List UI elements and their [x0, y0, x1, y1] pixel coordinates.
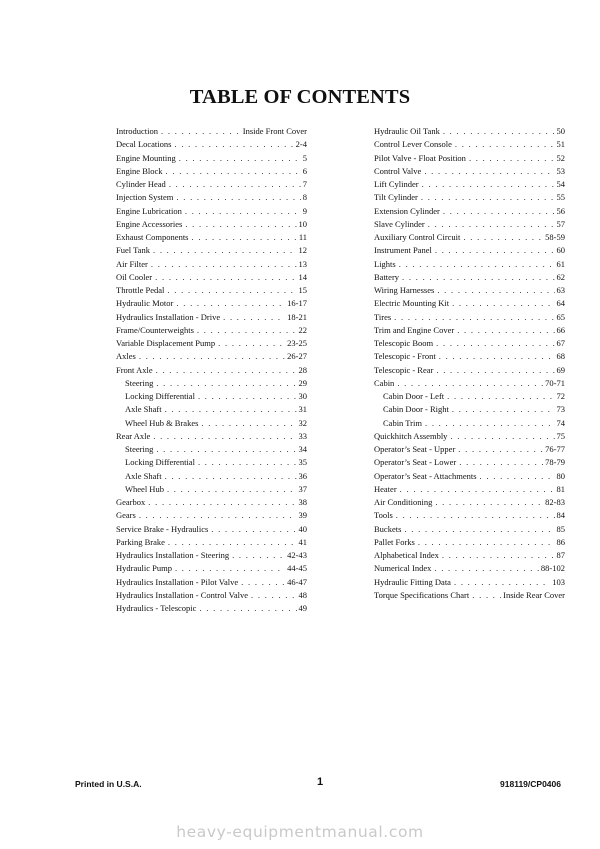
toc-dot-leader	[459, 456, 543, 469]
toc-entry-label: Engine Block	[116, 165, 163, 176]
toc-entry-page: 72	[556, 391, 565, 401]
toc-entry-page: 18-21	[287, 311, 307, 322]
toc-entry-label: Control Lever Console	[374, 139, 452, 150]
toc-entry	[116, 311, 307, 324]
toc-entry	[116, 536, 307, 549]
toc-dot-leader	[480, 470, 555, 483]
toc-entry	[374, 218, 565, 231]
toc-entry	[116, 390, 307, 403]
toc-dot-leader	[176, 297, 285, 310]
toc-dot-leader	[418, 536, 555, 549]
toc-entry-label: Locking Differential	[125, 391, 195, 401]
toc-entry-label: Operator’s Seat - Lower	[374, 457, 457, 468]
toc-entry-page: 37	[298, 483, 307, 494]
toc-entry-label: Battery	[374, 271, 400, 282]
toc-entry-page: 46-47	[287, 576, 307, 587]
toc-entry-label: Locking Differential	[125, 457, 195, 468]
toc-entry-label: Throttle Pedal	[116, 285, 165, 295]
toc-entry-label: Engine Mounting	[116, 152, 176, 163]
toc-dot-leader	[472, 589, 501, 602]
toc-entry-label: Hydraulics Installation - Control Valve	[116, 589, 249, 600]
toc-entry	[374, 417, 565, 430]
toc-entry-page: 84	[556, 510, 565, 521]
toc-entry	[374, 152, 565, 165]
toc-entry-page: 69	[556, 364, 565, 375]
toc-dot-leader	[397, 377, 543, 390]
toc-entry-page: 28	[298, 364, 307, 375]
toc-entry-page: 38	[298, 497, 307, 507]
toc-entry-page: 7	[302, 179, 307, 189]
toc-dot-leader	[198, 390, 297, 403]
toc-entry-page: 64	[556, 298, 565, 309]
toc-entry	[374, 470, 565, 483]
toc-entry-label: Torque Specifications Chart	[374, 589, 470, 600]
toc-dot-leader	[175, 562, 285, 575]
toc-entry-page: 68	[556, 351, 565, 362]
toc-dot-leader	[447, 390, 554, 403]
toc-entry-label: Decal Locations	[116, 139, 172, 150]
toc-entry-page: 5	[302, 152, 307, 163]
toc-entry	[374, 377, 565, 390]
toc-entry-label: Trim and Engine Cover	[374, 324, 455, 335]
toc-dot-leader	[443, 205, 555, 218]
toc-entry-page: 9	[302, 205, 307, 216]
toc-entry	[116, 549, 307, 562]
toc-entry-page: 35	[298, 457, 307, 468]
toc-entry-page: Inside Rear Cover	[503, 589, 565, 600]
toc-entry-label: Cabin	[374, 377, 395, 388]
toc-dot-leader	[400, 483, 555, 496]
toc-entry-page: 82-83	[545, 497, 565, 507]
toc-dot-leader	[191, 231, 296, 244]
toc-entry-page: 16-17	[287, 298, 307, 309]
toc-entry	[374, 509, 565, 522]
toc-dot-leader	[139, 350, 285, 363]
toc-entry-page: 54	[556, 179, 565, 189]
toc-dot-leader	[435, 244, 555, 257]
toc-entry	[116, 496, 307, 509]
toc-dot-leader	[421, 191, 555, 204]
toc-entry-label: Steering	[125, 377, 154, 388]
toc-entry	[374, 284, 565, 297]
toc-entry	[374, 231, 565, 244]
toc-entry-label: Exhaust Components	[116, 232, 189, 242]
toc-entry	[116, 523, 307, 536]
toc-entry-page: Inside Front Cover	[242, 126, 307, 136]
toc-entry	[374, 205, 565, 218]
toc-entry	[116, 443, 307, 456]
toc-entry	[116, 456, 307, 469]
toc-entry	[374, 178, 565, 191]
toc-entry-label: Operator’s Seat - Upper	[374, 444, 456, 454]
toc-entry	[374, 311, 565, 324]
toc-entry-page: 55	[556, 192, 565, 203]
toc-dot-leader	[218, 337, 285, 350]
toc-dot-leader	[176, 191, 300, 204]
toc-entry-label: Operator’s Seat - Attachments	[374, 470, 477, 481]
toc-entry	[374, 350, 565, 363]
toc-entry-page: 22	[298, 324, 307, 335]
toc-dot-leader	[153, 430, 296, 443]
toc-entry-label: Telescopic Boom	[374, 338, 434, 348]
toc-entry	[374, 496, 565, 509]
toc-dot-leader	[223, 311, 285, 324]
toc-entry-label: Front Axle	[116, 364, 153, 375]
toc-entry-page: 53	[556, 165, 565, 176]
toc-entry	[374, 549, 565, 562]
toc-entry	[374, 523, 565, 536]
toc-entry	[116, 377, 307, 390]
toc-dot-leader	[241, 576, 285, 589]
toc-entry-page: 88-102	[540, 563, 565, 574]
toc-entry-label: Lights	[374, 258, 396, 269]
toc-entry-page: 51	[556, 139, 565, 150]
toc-entry-page: 62	[556, 271, 565, 282]
toc-entry-page: 103	[552, 576, 565, 587]
toc-entry	[374, 443, 565, 456]
toc-entry-page: 23-25	[287, 338, 307, 348]
footer-page-number: 1	[316, 776, 324, 788]
toc-entry	[116, 350, 307, 363]
toc-dot-leader	[155, 271, 296, 284]
toc-entry	[374, 337, 565, 350]
toc-entry-label: Hydraulic Pump	[116, 563, 172, 574]
toc-entry	[374, 297, 565, 310]
toc-entry-page: 73	[556, 404, 565, 415]
toc-entry-page: 41	[298, 536, 307, 547]
toc-entry	[374, 536, 565, 549]
toc-entry-page: 70-71	[545, 377, 565, 388]
toc-entry-page: 11	[298, 232, 307, 242]
toc-entry	[116, 218, 307, 231]
toc-entry-label: Cabin Door - Right	[383, 404, 449, 415]
toc-entry-page: 40	[298, 523, 307, 534]
toc-dot-leader	[198, 456, 297, 469]
toc-dot-leader	[167, 284, 296, 297]
toc-dot-leader	[425, 417, 555, 430]
toc-dot-leader	[185, 205, 301, 218]
toc-dot-leader	[439, 350, 555, 363]
toc-dot-leader	[185, 218, 296, 231]
toc-entry-page: 26-27	[287, 351, 307, 362]
toc-dot-leader	[436, 364, 554, 377]
toc-entry-label: Steering	[125, 444, 154, 454]
toc-entry-label: Axles	[116, 351, 136, 362]
toc-entry	[374, 244, 565, 257]
toc-dot-leader	[148, 496, 296, 509]
toc-entry	[374, 258, 565, 271]
toc-dot-leader	[197, 324, 297, 337]
toc-entry-label: Tools	[374, 510, 393, 521]
toc-entry	[374, 324, 565, 337]
toc-entry-label: Hydraulic Fitting Data	[374, 576, 451, 587]
toc-entry	[116, 138, 307, 151]
toc-dot-leader	[454, 576, 550, 589]
toc-entry-label: Buckets	[374, 523, 402, 534]
toc-entry	[116, 284, 307, 297]
toc-entry	[116, 364, 307, 377]
toc-dot-leader	[153, 244, 297, 257]
toc-entry-page: 10	[298, 218, 307, 229]
toc-dot-leader	[165, 403, 297, 416]
toc-dot-leader	[168, 536, 297, 549]
toc-entry	[374, 576, 565, 589]
toc-entry-label: Alphabetical Index	[374, 550, 439, 560]
toc-entry	[374, 271, 565, 284]
toc-entry-page: 33	[298, 430, 307, 441]
toc-entry-page: 57	[556, 218, 565, 229]
toc-entry-page: 30	[298, 391, 307, 401]
toc-entry-label: Frame/Counterweights	[116, 324, 194, 335]
toc-entry-label: Hydraulics Installation - Pilot Valve	[116, 576, 239, 587]
toc-entry-page: 67	[556, 338, 565, 348]
toc-entry	[374, 430, 565, 443]
toc-entry-page: 75	[556, 430, 565, 441]
toc-entry-page: 39	[298, 510, 307, 521]
toc-entry	[116, 589, 307, 602]
toc-entry-label: Pallet Forks	[374, 536, 415, 547]
toc-entry	[374, 589, 565, 602]
toc-entry	[116, 602, 307, 615]
toc-entry	[374, 562, 565, 575]
toc-entry-label: Parking Brake	[116, 536, 165, 547]
toc-entry	[116, 562, 307, 575]
toc-entry-page: 29	[298, 377, 307, 388]
toc-dot-leader	[435, 496, 543, 509]
toc-entry-label: Telescopic - Rear	[374, 364, 434, 375]
toc-dot-leader	[436, 337, 554, 350]
toc-dot-leader	[167, 483, 297, 496]
toc-dot-leader	[424, 165, 554, 178]
toc-entry-page: 34	[298, 444, 307, 454]
toc-entry-label: Gearbox	[116, 497, 146, 507]
toc-entry-page: 15	[298, 285, 307, 295]
toc-dot-leader	[169, 178, 301, 191]
toc-entry-page: 14	[298, 271, 307, 282]
toc-entry-label: Tires	[374, 311, 392, 322]
toc-entry-page: 44-45	[287, 563, 307, 574]
watermark: heavy-equipmentmanual.com	[176, 823, 424, 841]
toc-entry-page: 86	[556, 536, 565, 547]
toc-dot-leader	[455, 138, 555, 151]
toc-entry	[116, 191, 307, 204]
toc-entry-page: 32	[298, 417, 307, 428]
toc-entry	[116, 297, 307, 310]
toc-right-column	[374, 125, 565, 602]
toc-dot-leader	[396, 509, 555, 522]
toc-entry-label: Electric Mounting Kit	[374, 298, 450, 309]
toc-entry-page: 48	[298, 589, 307, 600]
toc-dot-leader	[251, 589, 296, 602]
toc-entry-label: Axle Shaft	[125, 404, 162, 415]
toc-dot-leader	[161, 125, 241, 138]
toc-dot-leader	[174, 138, 293, 151]
toc-entry-label: Telescopic - Front	[374, 351, 436, 362]
toc-entry-label: Pilot Valve - Float Position	[374, 152, 466, 163]
toc-dot-leader	[156, 364, 297, 377]
toc-dot-leader	[469, 152, 555, 165]
toc-entry-page: 6	[302, 165, 307, 176]
toc-entry	[374, 165, 565, 178]
toc-entry	[116, 165, 307, 178]
toc-entry-label: Gears	[116, 510, 136, 521]
toc-entry-label: Introduction	[116, 126, 159, 136]
toc-entry-page: 66	[556, 324, 565, 335]
page-title: TABLE OF CONTENTS	[189, 86, 411, 108]
toc-entry-label: Cabin Trim	[383, 417, 422, 428]
toc-entry-page: 58-59	[545, 232, 565, 242]
toc-dot-leader	[428, 218, 555, 231]
toc-entry	[116, 205, 307, 218]
toc-entry-label: Control Valve	[374, 165, 422, 176]
toc-entry-label: Air Conditioning	[374, 497, 433, 507]
toc-left-column	[116, 125, 307, 615]
toc-dot-leader	[437, 284, 554, 297]
toc-entry-label: Cylinder Head	[116, 179, 166, 189]
toc-entry	[374, 364, 565, 377]
toc-entry	[116, 337, 307, 350]
toc-entry	[116, 324, 307, 337]
toc-entry-page: 13	[298, 258, 307, 269]
toc-entry-page: 76-77	[545, 444, 565, 454]
toc-entry-page: 50	[556, 126, 565, 136]
toc-dot-leader	[452, 297, 554, 310]
toc-entry	[116, 483, 307, 496]
toc-entry-label: Auxiliary Control Circuit	[374, 232, 461, 242]
toc-entry	[116, 430, 307, 443]
toc-entry-page: 80	[556, 470, 565, 481]
toc-entry	[374, 191, 565, 204]
toc-entry	[374, 138, 565, 151]
toc-entry	[116, 470, 307, 483]
toc-entry	[116, 152, 307, 165]
toc-entry-page: 61	[556, 258, 565, 269]
toc-entry-label: Wiring Harnesses	[374, 285, 435, 295]
toc-entry-label: Air Filter	[116, 258, 148, 269]
toc-entry	[374, 125, 565, 138]
toc-entry-page: 42-43	[287, 550, 307, 560]
toc-entry-page: 36	[298, 470, 307, 481]
toc-entry-label: Hydraulic Motor	[116, 298, 174, 309]
toc-dot-leader	[450, 430, 554, 443]
toc-entry	[116, 125, 307, 138]
toc-entry	[116, 403, 307, 416]
toc-entry-page: 65	[556, 311, 565, 322]
toc-dot-leader	[422, 178, 555, 191]
toc-dot-leader	[199, 602, 296, 615]
toc-entry	[374, 403, 565, 416]
toc-entry	[374, 483, 565, 496]
toc-entry-page: 78-79	[545, 457, 565, 468]
toc-dot-leader	[402, 271, 554, 284]
toc-dot-leader	[156, 377, 296, 390]
toc-entry	[374, 390, 565, 403]
toc-entry-label: Oil Cooler	[116, 271, 153, 282]
toc-entry-label: Hydraulics - Telescopic	[116, 603, 197, 613]
toc-entry-label: Tilt Cylinder	[374, 192, 418, 203]
toc-entry-label: Wheel Hub & Brakes	[125, 417, 199, 428]
toc-dot-leader	[458, 443, 543, 456]
toc-entry-page: 12	[298, 245, 307, 256]
footer-doc-code: 918119/CP0406	[500, 779, 561, 789]
toc-entry-label: Instrument Panel	[374, 245, 432, 256]
toc-entry-label: Injection System	[116, 192, 174, 203]
toc-dot-leader	[394, 311, 554, 324]
toc-entry-label: Service Brake - Hydraulics	[116, 523, 209, 534]
toc-entry-label: Numerical Index	[374, 563, 432, 574]
toc-dot-leader	[156, 443, 296, 456]
toc-entry-label: Heater	[374, 483, 397, 494]
toc-entry-page: 8	[302, 192, 307, 203]
toc-entry-label: Engine Lubrication	[116, 205, 182, 216]
toc-dot-leader	[211, 523, 296, 536]
toc-entry	[116, 417, 307, 430]
toc-entry-label: Wheel Hub	[125, 483, 164, 494]
toc-entry-label: Hydraulics Installation - Steering	[116, 550, 230, 560]
toc-entry	[374, 456, 565, 469]
toc-dot-leader	[443, 125, 555, 138]
toc-dot-leader	[404, 523, 554, 536]
toc-entry-page: 52	[556, 152, 565, 163]
toc-entry-label: Rear Axle	[116, 430, 151, 441]
toc-entry-page: 87	[556, 550, 565, 560]
toc-entry	[116, 509, 307, 522]
toc-entry	[116, 258, 307, 271]
toc-entry-page: 31	[298, 404, 307, 415]
toc-entry-page: 2-4	[295, 139, 307, 150]
toc-entry-label: Extension Cylinder	[374, 205, 440, 216]
toc-entry-page: 60	[556, 245, 565, 256]
toc-dot-leader	[232, 549, 285, 562]
toc-dot-leader	[434, 562, 539, 575]
toc-entry-label: Cabin Door - Left	[383, 391, 445, 401]
toc-entry-page: 81	[556, 483, 565, 494]
toc-entry-label: Lift Cylinder	[374, 179, 419, 189]
toc-dot-leader	[452, 403, 555, 416]
toc-entry-label: Quickhitch Assembly	[374, 430, 448, 441]
toc-entry-label: Slave Cylinder	[374, 218, 425, 229]
toc-entry	[116, 178, 307, 191]
toc-dot-leader	[201, 417, 296, 430]
toc-entry-page: 85	[556, 523, 565, 534]
toc-entry-label: Engine Accessories	[116, 218, 183, 229]
toc-dot-leader	[151, 258, 297, 271]
toc-entry-label: Hydraulic Oil Tank	[374, 126, 440, 136]
toc-entry	[116, 244, 307, 257]
toc-entry-page: 56	[556, 205, 565, 216]
toc-entry-page: 49	[298, 603, 307, 613]
toc-entry-label: Axle Shaft	[125, 470, 162, 481]
toc-dot-leader	[457, 324, 554, 337]
footer-printed: Printed in U.S.A.	[75, 779, 142, 789]
toc-entry-label: Fuel Tank	[116, 245, 150, 256]
toc-entry-label: Hydraulics Installation - Drive	[116, 311, 221, 322]
toc-entry	[116, 231, 307, 244]
toc-dot-leader	[463, 231, 543, 244]
toc-dot-leader	[166, 165, 301, 178]
toc-entry-page: 63	[556, 285, 565, 295]
toc-dot-leader	[165, 470, 297, 483]
toc-dot-leader	[139, 509, 297, 522]
toc-dot-leader	[399, 258, 555, 271]
toc-entry	[116, 271, 307, 284]
toc-entry	[116, 576, 307, 589]
toc-dot-leader	[442, 549, 555, 562]
toc-entry-page: 74	[556, 417, 565, 428]
toc-entry-label: Variable Displacement Pump	[116, 338, 216, 348]
toc-dot-leader	[179, 152, 301, 165]
